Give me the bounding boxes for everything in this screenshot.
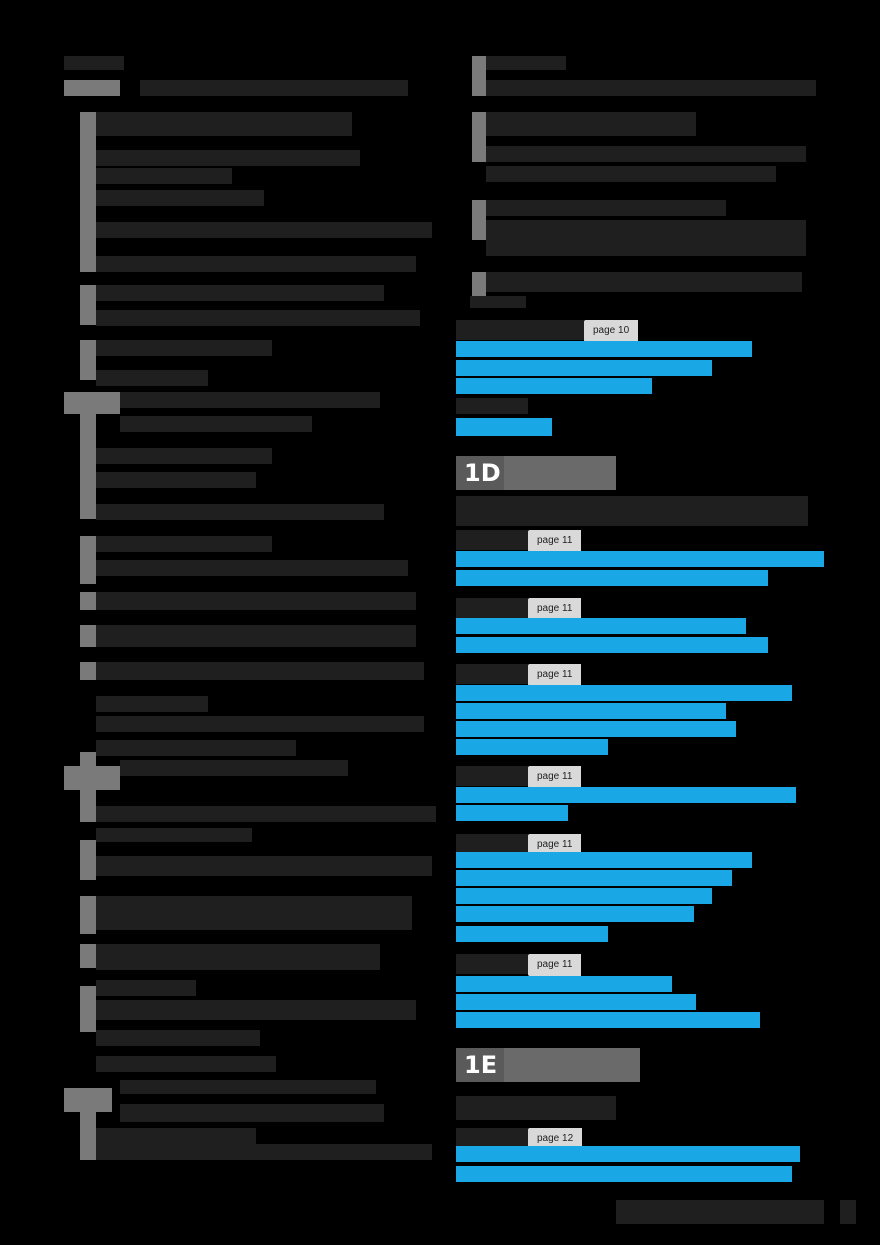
page-reference-tag[interactable]: page 12 bbox=[528, 1128, 582, 1150]
left-text-line bbox=[120, 760, 348, 776]
page-reference-tag[interactable]: page 11 bbox=[528, 766, 581, 788]
left-text-line bbox=[96, 370, 208, 386]
left-text-line bbox=[96, 310, 420, 326]
group-heading bbox=[456, 530, 528, 550]
left-margin-bar bbox=[80, 340, 96, 380]
left-margin-bar bbox=[80, 752, 96, 822]
left-text-line bbox=[120, 392, 380, 408]
answer-line bbox=[456, 378, 652, 394]
left-text-line bbox=[96, 1128, 256, 1144]
left-margin-bar bbox=[80, 896, 96, 934]
left-text-line bbox=[96, 980, 196, 996]
section-number: 1D bbox=[464, 459, 501, 487]
left-margin-bar bbox=[80, 1088, 96, 1160]
answer-line bbox=[456, 418, 552, 436]
left-text-line bbox=[96, 716, 424, 732]
right-text-line bbox=[456, 1096, 616, 1120]
right-text-line bbox=[456, 496, 808, 526]
answer-line bbox=[456, 637, 768, 653]
group-heading bbox=[456, 398, 528, 414]
left-margin-bar bbox=[80, 840, 96, 880]
group-heading bbox=[456, 834, 528, 854]
answer-line bbox=[456, 870, 732, 886]
left-margin-bar bbox=[80, 662, 96, 680]
left-text-line bbox=[96, 806, 436, 822]
left-text-line bbox=[120, 416, 312, 432]
left-text-line bbox=[96, 168, 232, 184]
left-text-line bbox=[96, 896, 412, 930]
left-text-line bbox=[120, 1080, 376, 1094]
left-heading bbox=[64, 56, 124, 70]
answer-line bbox=[456, 618, 746, 634]
left-margin-bar bbox=[80, 285, 96, 325]
right-text-line bbox=[470, 296, 526, 308]
right-text-line bbox=[486, 146, 806, 162]
footer-title-bar bbox=[616, 1200, 824, 1224]
answer-line bbox=[456, 721, 736, 737]
right-margin-bar bbox=[472, 200, 486, 240]
page-reference-tag[interactable]: page 11 bbox=[528, 530, 581, 552]
left-text-line bbox=[96, 285, 384, 301]
left-text-line bbox=[96, 696, 208, 712]
page-reference-tag[interactable]: page 11 bbox=[528, 834, 581, 856]
answer-line bbox=[456, 1146, 800, 1162]
left-text-line bbox=[96, 560, 408, 576]
left-text-line bbox=[96, 448, 272, 464]
left-text-line bbox=[96, 856, 432, 876]
left-text-line bbox=[96, 592, 416, 610]
left-text-line bbox=[96, 190, 264, 206]
left-text-line bbox=[96, 112, 352, 136]
left-text-line bbox=[140, 80, 408, 96]
right-margin-bar bbox=[472, 56, 486, 96]
answer-line bbox=[456, 805, 568, 821]
answer-line bbox=[456, 360, 712, 376]
page-reference-tag[interactable]: page 11 bbox=[528, 598, 581, 620]
answer-line bbox=[456, 852, 752, 868]
page-reference-tag[interactable]: page 11 bbox=[528, 954, 581, 976]
right-text-line bbox=[486, 56, 566, 70]
left-text-line bbox=[96, 1000, 416, 1020]
section-title-redacted bbox=[504, 1048, 640, 1082]
left-text-line bbox=[96, 1056, 276, 1072]
section-header-1e bbox=[456, 1048, 640, 1082]
answer-line bbox=[456, 906, 694, 922]
left-margin-bar bbox=[80, 986, 96, 1032]
right-text-line bbox=[486, 220, 806, 256]
answer-line bbox=[456, 685, 792, 701]
group-heading bbox=[456, 664, 528, 684]
group-heading bbox=[456, 766, 528, 786]
answer-line bbox=[456, 341, 752, 357]
left-text-line bbox=[96, 625, 416, 647]
group-heading bbox=[456, 598, 528, 618]
page-reference-tag[interactable]: page 11 bbox=[528, 664, 581, 686]
left-text-line bbox=[96, 944, 380, 970]
answer-line bbox=[456, 926, 608, 942]
group-heading bbox=[456, 320, 584, 340]
answer-line bbox=[456, 976, 672, 992]
answer-line bbox=[456, 1166, 792, 1182]
left-text-line bbox=[120, 1104, 384, 1122]
left-text-line bbox=[96, 340, 272, 356]
group-heading bbox=[456, 1128, 528, 1148]
left-margin-bar bbox=[80, 944, 96, 968]
left-text-line bbox=[96, 740, 296, 756]
answer-line bbox=[456, 1012, 760, 1028]
left-text-line bbox=[96, 536, 272, 552]
right-text-line bbox=[486, 200, 726, 216]
right-text-line bbox=[486, 166, 776, 182]
answer-line bbox=[456, 888, 712, 904]
left-text-line bbox=[96, 222, 432, 238]
answer-line bbox=[456, 787, 796, 803]
answer-line bbox=[456, 703, 726, 719]
right-text-line bbox=[486, 272, 802, 292]
right-text-line bbox=[486, 80, 816, 96]
left-text-line bbox=[96, 504, 384, 520]
section-header-1d bbox=[456, 456, 616, 490]
right-margin-bar bbox=[472, 112, 486, 162]
left-text-line bbox=[96, 256, 416, 272]
right-margin-bar bbox=[472, 272, 486, 296]
section-title-redacted bbox=[504, 456, 616, 490]
left-margin-bar bbox=[80, 625, 96, 647]
right-text-line bbox=[486, 112, 696, 136]
left-text-line bbox=[96, 150, 360, 166]
left-text-line bbox=[96, 828, 252, 842]
page-number-box bbox=[840, 1200, 856, 1224]
section-number: 1E bbox=[464, 1051, 498, 1079]
group-heading bbox=[456, 954, 528, 974]
left-margin-bar bbox=[80, 112, 96, 272]
answer-line bbox=[456, 994, 696, 1010]
left-margin-bar bbox=[80, 414, 96, 519]
left-label-bar bbox=[64, 80, 120, 96]
answer-line bbox=[456, 570, 768, 586]
left-text-line bbox=[96, 1030, 260, 1046]
page-reference-tag[interactable]: page 10 bbox=[584, 320, 638, 342]
left-margin-bar bbox=[80, 536, 96, 584]
left-margin-bar bbox=[80, 592, 96, 610]
answer-line bbox=[456, 739, 608, 755]
left-label-bar bbox=[64, 392, 120, 414]
answer-line bbox=[456, 551, 824, 567]
left-text-line bbox=[96, 662, 424, 680]
left-text-line bbox=[96, 472, 256, 488]
left-text-line bbox=[96, 1144, 432, 1160]
